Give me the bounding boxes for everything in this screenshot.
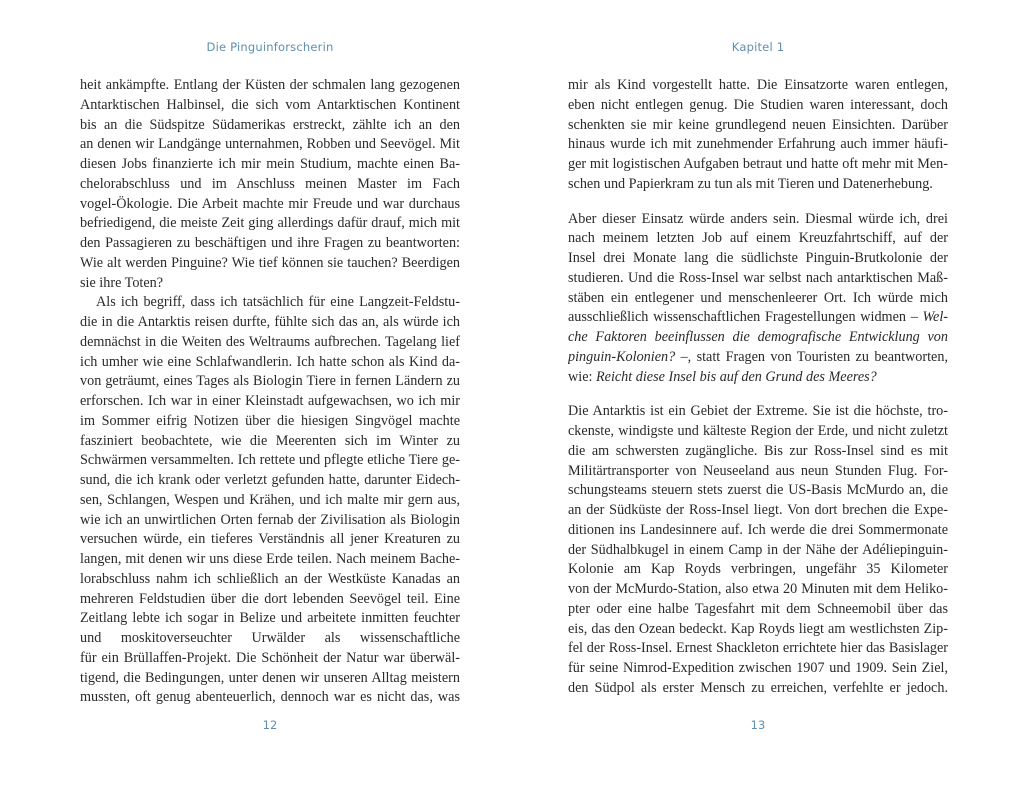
text: den Südpol als erster Mensch zu erreichen, verfehlte er jedoch. — [568, 679, 948, 696]
text: Antarktischen Halbinsel, die sich vom Antarktischen Kontinent — [80, 96, 460, 113]
text-line — [80, 333, 460, 353]
text: ckenste, windigste und kälteste Region der Erde, und nicht zuletzt — [568, 423, 948, 439]
text: die am schwersten zugängliche. Bis zur Ross-Insel sind es mit — [568, 442, 948, 459]
italic-text: Reicht diese Insel bis auf den Grund des Meeres? — [595, 368, 877, 385]
text: bis an die Südspitze Südamerikas erstreckt, zählte ich an den — [80, 116, 460, 133]
text: schungsteams steuern stets zuerst die US-Basis McMurdo an, die — [568, 482, 948, 499]
text-line — [568, 155, 948, 175]
text: lorabschluss nahm ich schließlich an der Westküste Kanadas an — [80, 570, 460, 587]
text: ditionen ins Landesinnere auf. Ich werde die drei Sommermonate — [568, 521, 948, 538]
text-line — [80, 274, 460, 294]
text-line — [80, 353, 460, 373]
italic-text: pinguin-Kolonien? — [568, 348, 676, 365]
text: die in die Antarktis reisen durfte, fühlte sich das an, als würde ich — [80, 314, 460, 330]
text: diesen Jobs finanzierte ich mir mein Studium, machte einen Ba- — [80, 156, 460, 172]
text-line — [568, 580, 948, 600]
paragraph — [568, 210, 948, 388]
text: mir als Kind vorgestellt hatte. Die Einsatzorte waren entlegen, — [568, 77, 948, 93]
text-line — [80, 155, 460, 175]
text-line — [568, 269, 948, 289]
text: Als ich begriff, dass ich tatsächlich für eine Langzeit-Feldstu- — [96, 294, 460, 311]
text-line — [568, 210, 948, 230]
text-line — [568, 639, 948, 659]
text-line — [568, 289, 948, 309]
text-line — [568, 521, 948, 541]
text-line — [80, 590, 460, 610]
text-line — [568, 442, 948, 462]
text: fasziniert beobachtete, wie die Meerenten sich im Winter zu — [80, 432, 460, 449]
text: Wie alt werden Pinguine? Wie tief können sie tauchen? Beerdigen — [80, 254, 460, 271]
text: tigend, die Bedingungen, unter denen wir unseren Alltag meistern — [80, 669, 460, 686]
text: ger mit logistischen Aufgaben betraut und hatte oft mehr mit Men- — [568, 156, 948, 172]
text: versuchen würde, ein tieferes Verständnis all jener Kreaturen zu — [80, 531, 460, 548]
text-line — [80, 392, 460, 412]
text-line — [568, 659, 948, 679]
text-line — [80, 313, 460, 333]
text-line — [568, 229, 948, 249]
text-line — [80, 175, 460, 195]
paragraph — [568, 76, 948, 195]
text-line — [80, 649, 460, 669]
text: stäben ein entlegener und menschenleerer Ort. Ich würde mich — [568, 289, 948, 306]
text: Die Antarktis ist ein Gebiet der Extreme. Sie ist die höchste, tro- — [568, 403, 948, 420]
text-line — [568, 501, 948, 521]
italic-text: che Faktoren beeinflussen die demografische Entwicklung von — [568, 329, 948, 345]
text: an der Südküste der Ross-Insel liegt. Von dort brechen die Expe- — [568, 502, 948, 518]
text: mehreren Feldstudien über die dort lebenden Seevögel teil. Eine — [80, 590, 460, 607]
paragraph — [80, 76, 460, 293]
text-line — [80, 491, 460, 511]
text-line — [80, 412, 460, 432]
text: sie ihre Toten? — [80, 274, 164, 291]
text: wie ich an unwirtlichen Orten fernab der Zivilisation als Biologin — [80, 511, 460, 528]
text: eben nicht entlegen genug. Die Studien waren interessant, doch — [568, 96, 948, 113]
text-line — [80, 451, 460, 471]
text: eis, das den Ozean bedeckt. Kap Royds liegt am westlichsten Zip- — [568, 620, 948, 637]
text-line — [80, 234, 460, 254]
text: nach meinem letzten Job auf einem Kreuzfahrtschiff, auf der — [568, 230, 948, 247]
text-line — [80, 116, 460, 136]
text: schen und Papierkram zu tun als mit Tieren und Datenerhebung. — [568, 175, 933, 192]
paragraph — [80, 293, 460, 708]
text-line — [568, 96, 948, 116]
right-page-body — [568, 76, 948, 699]
text-line — [568, 308, 948, 328]
text-line — [80, 254, 460, 274]
text: sund, die ich krank oder verletzt gefunden hatte, darunter Eidech- — [80, 472, 460, 488]
page-number: 13 — [750, 718, 766, 732]
text-line — [80, 688, 460, 708]
text-line — [568, 328, 948, 348]
text: an denen wir Landgänge unternahmen, Robben und Seevögel. Mit — [80, 136, 460, 153]
text-line — [80, 609, 460, 629]
text-line — [80, 471, 460, 491]
text: –, statt Fragen von Touristen zu beantworten, — [675, 348, 948, 365]
text: chelorabschluss und im Anschluss meinen Master im Fach — [80, 175, 460, 192]
text-line — [568, 462, 948, 482]
text: Insel drei Monate lang die südlichste Pinguin-Brutkolonie der — [568, 250, 948, 266]
text-line — [80, 570, 460, 590]
text: ich umher wie eine Schlafwandlerin. Ich hatte schon als Kind da- — [80, 353, 460, 370]
text: für seine Nimrod-Expedition zwischen 1907 und 1909. Sein Ziel, — [568, 660, 948, 676]
text: von der McMurdo-Station, also etwa 20 Minuten mit dem Heliko- — [568, 581, 948, 597]
text-line — [568, 422, 948, 442]
text: im Sommer eifrig Notizen über die hiesigen Singvögel machte — [80, 412, 460, 429]
text-line — [568, 348, 948, 368]
page-number: 12 — [262, 718, 278, 732]
text-line — [568, 679, 948, 699]
text-line — [568, 76, 948, 96]
text: für ein Brüllaffen-Projekt. Die Schönheit der Natur war überwäl- — [80, 649, 460, 666]
text-line — [80, 629, 460, 649]
text: befriedigend, die meiste Zeit ging allerdings dafür drauf, mich mit — [80, 215, 460, 232]
running-head-chapter: Kapitel 1 — [731, 40, 785, 54]
text: sen, Schlangen, Wespen und Krähen, und ich malte mir gern aus, — [80, 491, 460, 508]
text: Militärtransporter von Neuseeland aus neun Stunden Flug. For- — [568, 462, 948, 479]
text-line — [568, 175, 948, 195]
text: heit ankämpfte. Entlang der Küsten der schmalen lang gezogenen — [80, 77, 460, 93]
text: Aber dieser Einsatz würde anders sein. Diesmal würde ich, drei — [568, 210, 948, 227]
text: der Südhalbkugel in einem Camp in der Nähe der Adéliepinguin- — [568, 541, 948, 558]
text-line — [568, 249, 948, 269]
text-line — [568, 116, 948, 136]
text-line — [80, 550, 460, 570]
text: von geträumt, eines Tages als Biologin Tiere in fernen Ländern zu — [80, 373, 460, 390]
running-head-book-title: Die Pinguinforscherin — [206, 40, 334, 54]
text-line — [568, 481, 948, 501]
text: mussten, oft genug abenteuerlich, dennoch war es nicht das, was — [80, 689, 460, 706]
text-line — [80, 511, 460, 531]
text-line — [568, 620, 948, 640]
text-line — [80, 214, 460, 234]
text: hinaus wurde ich mit zunehmender Erfahrung auch immer häufi- — [568, 136, 948, 153]
text: den Passagieren zu beschäftigen und ihre Fragen zu beantworten: — [80, 235, 460, 251]
text: ausschließlich wissenschaftlichen Fragestellungen widmen – — [568, 309, 923, 326]
text-line — [80, 669, 460, 689]
text: pter oder eine halbe Tagesfahrt mit dem Schneemobil über das — [568, 600, 948, 617]
text: Zeitlang lebte ich sogar in Belize und arbeitete inmitten feuchter — [80, 610, 460, 627]
text-line — [568, 135, 948, 155]
text: Kolonie am Kap Royds verbringen, ungefähr 35 Kilometer — [568, 561, 948, 578]
text-line — [568, 560, 948, 580]
text-line — [568, 600, 948, 620]
text: studieren. Und die Ross-Insel war selbst nach antarktischen Maß- — [568, 269, 948, 286]
text-line — [568, 368, 948, 388]
text-line — [80, 530, 460, 550]
text: und moskitoverseuchter Urwälder als wissenschaftliche — [80, 630, 460, 646]
text: vogel-Ökologie. Die Arbeit machte mir Freude und war durchaus — [80, 195, 460, 212]
text: wie: — [568, 368, 596, 385]
text: demnächst in die Weiten des Weltraums aufbrechen. Tagelang lief — [80, 333, 460, 350]
text-line — [80, 293, 460, 313]
text: schenkten sie mir keine grundlegend neuen Einsichten. Darüber — [568, 116, 948, 133]
text-line — [568, 402, 948, 422]
text-line — [568, 541, 948, 561]
right-page — [510, 0, 1020, 788]
text-line — [80, 432, 460, 452]
text-line — [80, 195, 460, 215]
text-line — [80, 372, 460, 392]
italic-text: Wel- — [922, 309, 948, 326]
paragraph — [568, 402, 948, 698]
text-line — [80, 135, 460, 155]
text: fel der Ross-Insel. Ernest Shackleton errichtete hier das Basislager — [568, 640, 948, 657]
text-line — [80, 96, 460, 116]
text-line — [80, 76, 460, 96]
text: langen, mit denen wir uns diese Erde teilen. Nach meinem Bache- — [80, 551, 460, 567]
left-page-body — [80, 76, 460, 708]
text: erforschen. Ich war in einer Kleinstadt aufgewachsen, wo ich mir — [80, 393, 460, 409]
text: Schwärmen versammelten. Ich rettete und pflegte etliche Tiere ge- — [80, 452, 460, 469]
